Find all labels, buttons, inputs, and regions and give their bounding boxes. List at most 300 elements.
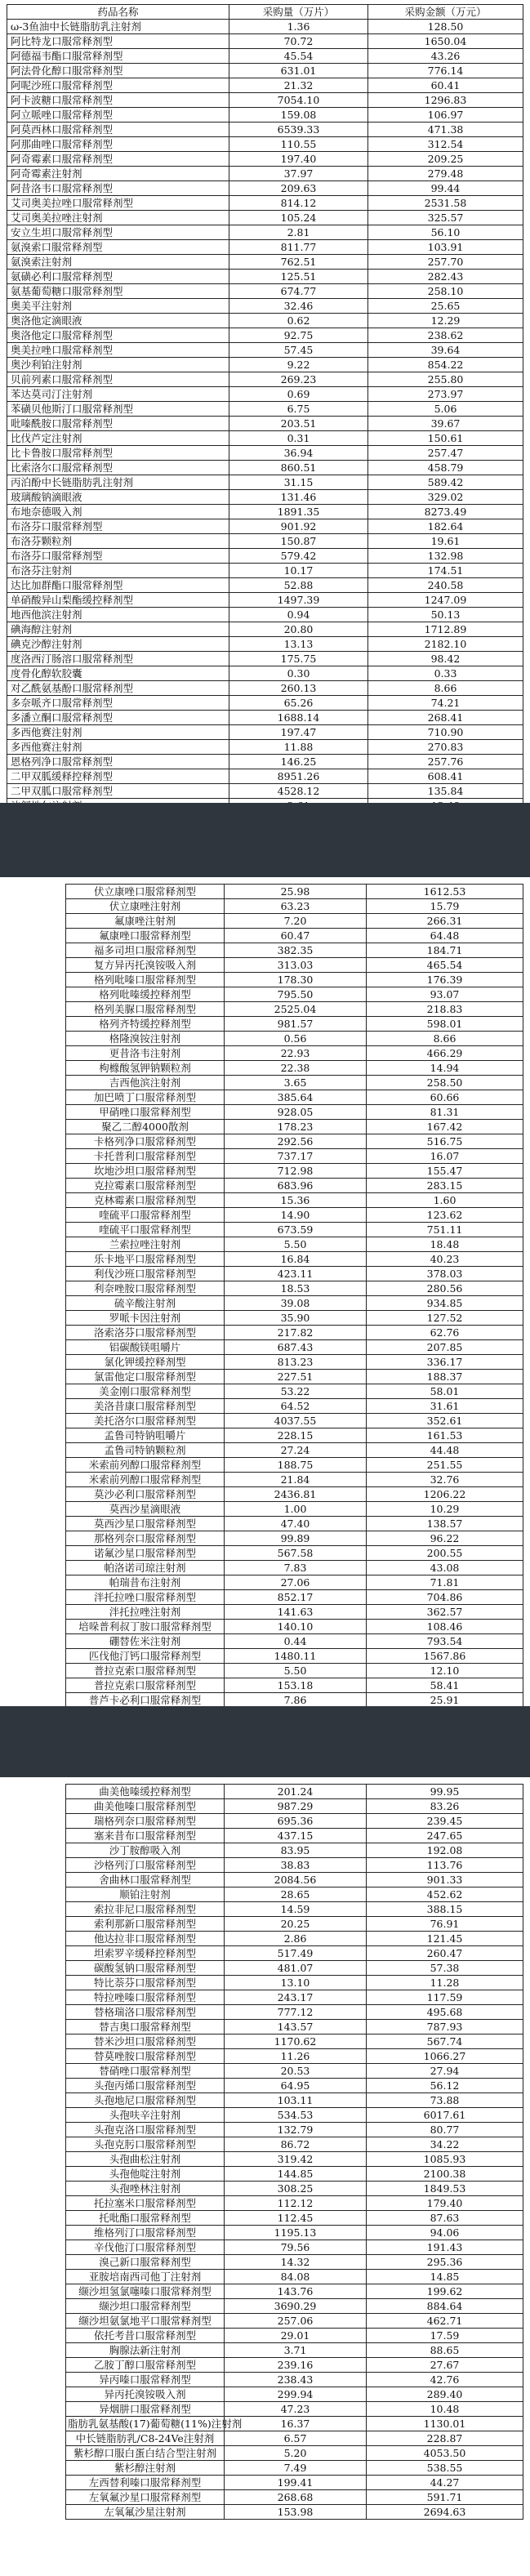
drug-name-cell: 坦索罗辛缓释控释剂型: [66, 1946, 225, 1961]
drug-name-cell: 洛索洛芬口服常释剂型: [66, 1326, 225, 1340]
drug-name-cell: 碘克沙醇注射剂: [7, 637, 229, 652]
amount-cell: 80.77: [367, 2123, 523, 2137]
table-row: [7, 490, 523, 505]
amount-cell: 1712.89: [368, 622, 523, 637]
table-row: [7, 784, 523, 799]
amount-cell: 167.42: [367, 1120, 523, 1134]
table-body: [66, 885, 523, 1737]
drug-name-cell: 舍曲林口服常释剂型: [66, 1873, 225, 1887]
drug-name-cell: 奥洛他定口服常释剂型: [7, 328, 229, 343]
drug-name-cell: 吡嗪酰胺口服常释剂型: [7, 417, 229, 431]
drug-name-cell: 普拉克索口服常释剂型: [66, 1678, 225, 1693]
table-row: [66, 1149, 523, 1164]
table-row: [66, 1517, 523, 1531]
volume-cell: 199.41: [225, 2476, 367, 2490]
table-row: [66, 2270, 523, 2284]
drug-name-cell: 替格瑞洛口服常释剂型: [66, 2005, 225, 2020]
volume-cell: 3690.29: [225, 2299, 367, 2314]
drug-name-cell: 克林霉素口服常释剂型: [66, 1193, 225, 1208]
table-row: [66, 1134, 523, 1149]
volume-cell: 197.47: [229, 725, 368, 740]
table-row: [66, 1105, 523, 1120]
amount-cell: 567.74: [367, 2035, 523, 2049]
amount-cell: 6017.61: [367, 2108, 523, 2123]
volume-cell: 795.50: [225, 987, 367, 1002]
volume-cell: 11.26: [225, 2049, 367, 2064]
drug-name-cell: 阿呢沙班口服常释剂型: [7, 78, 229, 93]
drug-name-cell: 度洛西汀肠溶口服常释剂型: [7, 652, 229, 666]
table-row: [66, 1355, 523, 1370]
drug-name-cell: 格列吡嗪口服常释剂型: [66, 973, 225, 987]
table-row: [66, 1590, 523, 1605]
amount-cell: 240.58: [368, 578, 523, 593]
table-row: [66, 1076, 523, 1090]
amount-cell: 495.68: [367, 2005, 523, 2020]
drug-name-cell: 阿昔洛韦口服常释剂型: [7, 181, 229, 196]
volume-cell: 579.42: [229, 549, 368, 564]
amount-cell: 5.06: [368, 402, 523, 417]
amount-cell: 60.66: [367, 1090, 523, 1105]
table-row: [66, 2167, 523, 2182]
volume-cell: 1.36: [229, 20, 368, 34]
amount-cell: 199.62: [367, 2284, 523, 2299]
table-row: [7, 123, 523, 137]
volume-cell: 0.69: [229, 387, 368, 402]
amount-cell: 466.29: [367, 1046, 523, 1061]
amount-cell: 218.83: [367, 1002, 523, 1017]
amount-cell: 1849.53: [367, 2182, 523, 2196]
drug-name-cell: 托吡酯口服常释剂型: [66, 2211, 225, 2226]
amount-cell: 458.79: [368, 461, 523, 475]
table-row: [7, 49, 523, 64]
drug-name-cell: 特拉唑嗪口服常释剂型: [66, 1990, 225, 2005]
drug-name-cell: 布洛芬颗粒剂: [7, 534, 229, 549]
drug-name-cell: 聚乙二醇4000散剂: [66, 1120, 225, 1134]
amount-cell: 239.45: [367, 1814, 523, 1829]
amount-cell: 12.10: [367, 1664, 523, 1678]
amount-cell: 465.54: [367, 958, 523, 973]
table-row: [66, 1502, 523, 1517]
amount-cell: 44.48: [367, 1443, 523, 1458]
drug-name-cell: 苯达莫司汀注射剂: [7, 387, 229, 402]
volume-cell: 143.57: [225, 2020, 367, 2035]
drug-name-cell: 比卡鲁胺口服常释剂型: [7, 446, 229, 461]
amount-cell: 257.76: [368, 755, 523, 769]
amount-cell: 312.54: [368, 137, 523, 152]
table-row: [7, 534, 523, 549]
table-row: [66, 1814, 523, 1829]
drug-name-cell: 克拉霉素口服常释剂型: [66, 1179, 225, 1193]
table-row: [66, 1887, 523, 1902]
amount-cell: 192.08: [367, 1843, 523, 1858]
volume-cell: 141.63: [225, 1605, 367, 1620]
drug-name-cell: 中长链脂肪乳/C8-24Ve注射剂: [66, 2431, 225, 2446]
drug-name-cell: 氟康唑注射剂: [66, 914, 225, 929]
amount-cell: 1650.04: [368, 34, 523, 49]
table-row: [7, 740, 523, 755]
drug-name-cell: 米索前列醇口服常释剂型: [66, 1473, 225, 1487]
drug-name-cell: 氯化钾缓控释剂型: [66, 1355, 225, 1370]
amount-cell: 258.10: [368, 284, 523, 299]
amount-cell: 117.59: [367, 1990, 523, 2005]
drug-name-cell: 玻璃酸钠滴眼液: [7, 490, 229, 505]
amount-cell: 128.50: [368, 20, 523, 34]
amount-cell: 71.81: [367, 1575, 523, 1590]
drug-name-cell: 更昔洛韦注射剂: [66, 1046, 225, 1061]
table-row: [7, 78, 523, 93]
volume-cell: 11.88: [229, 740, 368, 755]
amount-cell: 25.65: [368, 299, 523, 314]
table-row: [66, 1120, 523, 1134]
table-row: [66, 1061, 523, 1076]
amount-cell: 10.48: [367, 2402, 523, 2417]
table-row: [66, 1976, 523, 1990]
amount-cell: 58.01: [367, 1384, 523, 1399]
table-row: [7, 769, 523, 784]
table-row: [66, 2064, 523, 2079]
volume-cell: 683.96: [225, 1179, 367, 1193]
table-row: [7, 372, 523, 387]
table-row: [66, 943, 523, 958]
amount-cell: 96.22: [367, 1531, 523, 1546]
volume-cell: 79.56: [225, 2240, 367, 2255]
volume-cell: 534.53: [225, 2108, 367, 2123]
table-row: [66, 1208, 523, 1223]
amount-cell: 1247.09: [368, 593, 523, 608]
table-row: [7, 755, 523, 769]
volume-cell: 238.43: [225, 2373, 367, 2387]
amount-cell: 11.28: [367, 1976, 523, 1990]
amount-cell: 56.10: [368, 225, 523, 240]
table-row: [7, 519, 523, 534]
volume-cell: 16.37: [225, 2417, 367, 2431]
table-row: [7, 666, 523, 681]
amount-cell: 94.06: [367, 2226, 523, 2240]
table-row: [66, 1017, 523, 1032]
volume-cell: 20.25: [225, 1917, 367, 1932]
volume-cell: 39.08: [225, 1296, 367, 1311]
drug-name-cell: 碘海醇注射剂: [7, 622, 229, 637]
drug-name-cell: 格列吡嗪缓控释剂型: [66, 987, 225, 1002]
table-row: [66, 2490, 523, 2505]
table-row: [66, 2343, 523, 2358]
amount-cell: 378.03: [367, 1267, 523, 1281]
amount-cell: 362.57: [367, 1605, 523, 1620]
volume-cell: 217.82: [225, 1326, 367, 1340]
page-section-2: [0, 877, 530, 1706]
amount-cell: 8273.49: [368, 505, 523, 519]
table-row: [7, 622, 523, 637]
drug-name-cell: 福多司坦口服常释剂型: [66, 943, 225, 958]
drug-name-cell: 头孢呋辛注射剂: [66, 2108, 225, 2123]
drug-name-cell: 坎地沙坦口服常释剂型: [66, 1164, 225, 1179]
drug-name-cell: 美金刚口服常释剂型: [66, 1384, 225, 1399]
volume-cell: 385.64: [225, 1090, 367, 1105]
table-row: [66, 2152, 523, 2167]
volume-cell: 762.51: [229, 255, 368, 270]
table-row: [66, 2035, 523, 2049]
amount-cell: 257.47: [368, 446, 523, 461]
drug-name-cell: 莫西沙星滴眼液: [66, 1502, 225, 1517]
amount-cell: 325.57: [368, 211, 523, 225]
table-row: [66, 1370, 523, 1384]
drug-name-cell: 多西他赛注射剂: [7, 725, 229, 740]
drug-name-cell: 安立生坦口服常释剂型: [7, 225, 229, 240]
drug-name-cell: 铝碳酸镁咀嚼片: [66, 1340, 225, 1355]
table-row: [66, 2240, 523, 2255]
volume-cell: 2.86: [225, 1932, 367, 1946]
amount-cell: 27.67: [367, 2358, 523, 2373]
drug-name-cell: 奥美拉唑口服常释剂型: [7, 343, 229, 358]
amount-cell: 207.85: [367, 1340, 523, 1355]
drug-name-cell: 对乙酰氨基酚口服常释剂型: [7, 681, 229, 696]
table-row: [66, 1326, 523, 1340]
amount-cell: 2531.58: [368, 196, 523, 211]
volume-cell: 2084.56: [225, 1873, 367, 1887]
table-row: [66, 1443, 523, 1458]
volume-cell: 112.12: [225, 2196, 367, 2211]
table-row: [66, 1693, 523, 1708]
table-row: [66, 1932, 523, 1946]
volume-cell: 308.25: [225, 2182, 367, 2196]
volume-cell: 674.77: [229, 284, 368, 299]
volume-cell: 31.15: [229, 475, 368, 490]
drug-name-cell: 索利那新口服常释剂型: [66, 1917, 225, 1932]
table-row: [7, 387, 523, 402]
drug-name-cell: 帕洛诺司琼注射剂: [66, 1561, 225, 1575]
amount-cell: 270.83: [368, 740, 523, 755]
table-row: [66, 1164, 523, 1179]
table-row: [66, 2079, 523, 2093]
volume-cell: 64.95: [225, 2079, 367, 2093]
volume-cell: 1688.14: [229, 711, 368, 725]
table-row: [66, 2476, 523, 2490]
drug-name-cell: 阿卡波糖口服常释剂型: [7, 93, 229, 108]
drug-name-cell: 地西他滨注射剂: [7, 608, 229, 622]
volume-cell: 517.49: [225, 1946, 367, 1961]
drug-name-cell: 布地奈德吸入剂: [7, 505, 229, 519]
volume-cell: 64.52: [225, 1399, 367, 1414]
amount-cell: 776.14: [368, 64, 523, 78]
volume-cell: 631.01: [229, 64, 368, 78]
table-row: [66, 1649, 523, 1664]
amount-cell: 279.48: [368, 167, 523, 181]
amount-cell: 1085.93: [367, 2152, 523, 2167]
table-row: [66, 1002, 523, 1017]
drug-name-cell: 头孢曲松注射剂: [66, 2152, 225, 2167]
table-row: [7, 578, 523, 593]
table-row: [66, 1946, 523, 1961]
drug-name-cell: 泮托拉唑口服常释剂型: [66, 1590, 225, 1605]
drug-name-cell: 乐卡地平口服常释剂型: [66, 1252, 225, 1267]
amount-cell: 1612.53: [367, 885, 523, 899]
volume-cell: 6.75: [229, 402, 368, 417]
amount-cell: 83.26: [367, 1799, 523, 1814]
volume-cell: 814.12: [229, 196, 368, 211]
amount-cell: 73.88: [367, 2093, 523, 2108]
drug-name-cell: 氯雷他定口服常释剂型: [66, 1370, 225, 1384]
amount-cell: 251.55: [367, 1458, 523, 1473]
volume-cell: 928.05: [225, 1105, 367, 1120]
drug-name-cell: 布洛芬口服常释剂型: [7, 519, 229, 534]
volume-cell: 6.57: [225, 2431, 367, 2446]
drug-name-cell: 艾司奥美拉唑口服常释剂型: [7, 196, 229, 211]
table-row: [7, 314, 523, 328]
table-row: [7, 725, 523, 740]
table-row: [66, 1799, 523, 1814]
drug-name-cell: 沙丁胺醇吸入剂: [66, 1843, 225, 1858]
volume-cell: 7.20: [225, 914, 367, 929]
volume-cell: 257.06: [225, 2314, 367, 2329]
drug-name-cell: 顺铂注射剂: [66, 1887, 225, 1902]
drug-name-cell: 比伐芦定注射剂: [7, 431, 229, 446]
table-row: [66, 2329, 523, 2343]
drug-name-cell: 替米沙坦口服常释剂型: [66, 2035, 225, 2049]
drug-name-cell: 亚胺培南西司他丁注射剂: [66, 2270, 225, 2284]
volume-cell: 4528.12: [229, 784, 368, 799]
page-section-1: [0, 0, 530, 803]
amount-cell: 336.17: [367, 1355, 523, 1370]
table-row: [7, 431, 523, 446]
amount-cell: 793.54: [367, 1634, 523, 1649]
volume-cell: 269.23: [229, 372, 368, 387]
amount-cell: 14.85: [367, 2270, 523, 2284]
header-drug-name: 药品名称: [7, 5, 229, 20]
amount-cell: 8.66: [368, 681, 523, 696]
amount-cell: 8.66: [367, 1032, 523, 1046]
drug-name-cell: 曲美他嗪口服常释剂型: [66, 1799, 225, 1814]
drug-name-cell: 阿比特龙口服常释剂型: [7, 34, 229, 49]
table-row: [66, 1340, 523, 1355]
amount-cell: 93.07: [367, 987, 523, 1002]
table-body: [7, 20, 523, 843]
amount-cell: 44.27: [367, 2476, 523, 2490]
volume-cell: 7.86: [225, 1693, 367, 1708]
amount-cell: 257.70: [368, 255, 523, 270]
table-row: [7, 696, 523, 711]
amount-cell: 27.94: [367, 2064, 523, 2079]
drug-name-cell: 阿奇霉素注射剂: [7, 167, 229, 181]
volume-cell: 437.15: [225, 1829, 367, 1843]
table-row: [7, 328, 523, 343]
amount-cell: 64.48: [367, 929, 523, 943]
volume-cell: 712.98: [225, 1164, 367, 1179]
drug-name-cell: 格列美脲口服常释剂型: [66, 1002, 225, 1017]
amount-cell: 1567.86: [367, 1649, 523, 1664]
drug-name-cell: 头孢唑林注射剂: [66, 2182, 225, 2196]
volume-cell: 57.45: [229, 343, 368, 358]
page-gap-band: [0, 803, 530, 877]
volume-cell: 105.24: [229, 211, 368, 225]
drug-name-cell: 氨基葡萄糖口服常释剂型: [7, 284, 229, 299]
drug-name-cell: 泮托拉唑注射剂: [66, 1605, 225, 1620]
table-row: [66, 2108, 523, 2123]
amount-cell: 43.26: [368, 49, 523, 64]
volume-cell: 146.25: [229, 755, 368, 769]
volume-cell: 14.59: [225, 1902, 367, 1917]
volume-cell: 313.03: [225, 958, 367, 973]
drug-name-cell: 兰索拉唑注射剂: [66, 1237, 225, 1252]
drug-name-cell: 特比萘芬口服常释剂型: [66, 1976, 225, 1990]
amount-cell: 854.22: [368, 358, 523, 372]
table-row: [66, 1384, 523, 1399]
amount-cell: 123.62: [367, 1208, 523, 1223]
drug-name-cell: 吉西他滨注射剂: [66, 1076, 225, 1090]
volume-cell: 86.72: [225, 2137, 367, 2152]
table-row: [7, 64, 523, 78]
table-row: [66, 2505, 523, 2520]
drug-name-cell: 依托考昔口服常释剂型: [66, 2329, 225, 2343]
amount-cell: 283.15: [367, 1179, 523, 1193]
drug-name-cell: 罗哌卡因注射剂: [66, 1311, 225, 1326]
drug-name-cell: 奥沙利铂注射剂: [7, 358, 229, 372]
table-row: [7, 505, 523, 519]
volume-cell: 1.00: [225, 1502, 367, 1517]
amount-cell: 50.13: [368, 608, 523, 622]
table-row: [66, 1873, 523, 1887]
amount-cell: 280.56: [367, 1281, 523, 1296]
table-row: [66, 1458, 523, 1473]
amount-cell: 710.90: [368, 725, 523, 740]
amount-cell: 462.71: [367, 2314, 523, 2329]
table-row: [7, 417, 523, 431]
table-row: [66, 2284, 523, 2299]
table-row: [66, 1473, 523, 1487]
drug-name-cell: 格列齐特缓控释剂型: [66, 1017, 225, 1032]
volume-cell: 131.46: [229, 490, 368, 505]
amount-cell: 174.51: [368, 564, 523, 578]
table-row: [66, 973, 523, 987]
table-row: [66, 2417, 523, 2431]
table-row: [7, 711, 523, 725]
volume-cell: 178.30: [225, 973, 367, 987]
drug-name-cell: 那格列奈口服常释剂型: [66, 1531, 225, 1546]
volume-cell: 292.56: [225, 1134, 367, 1149]
table-row: [66, 1785, 523, 1799]
drug-name-cell: 多奈哌齐口服常释剂型: [7, 696, 229, 711]
table-row: [66, 958, 523, 973]
amount-cell: 17.59: [367, 2329, 523, 2343]
volume-cell: 110.55: [229, 137, 368, 152]
table-row: [66, 1561, 523, 1575]
table-row: [7, 225, 523, 240]
amount-cell: 138.57: [367, 1517, 523, 1531]
amount-cell: 10.29: [367, 1502, 523, 1517]
table-row: [7, 284, 523, 299]
table-row: [66, 2049, 523, 2064]
drug-name-cell: 诺氟沙星口服常释剂型: [66, 1546, 225, 1561]
table-row: [66, 1281, 523, 1296]
volume-cell: 10.17: [229, 564, 368, 578]
amount-cell: 88.65: [367, 2343, 523, 2358]
table-row: [7, 34, 523, 49]
drug-name-cell: 美洛昔康口服常释剂型: [66, 1399, 225, 1414]
drug-name-cell: 氨溴索注射剂: [7, 255, 229, 270]
drug-name-cell: 异丙嗪口服常释剂型: [66, 2373, 225, 2387]
volume-cell: 47.40: [225, 1517, 367, 1531]
volume-cell: 178.23: [225, 1120, 367, 1134]
amount-cell: 247.65: [367, 1829, 523, 1843]
amount-cell: 2100.38: [367, 2167, 523, 2182]
amount-cell: 16.07: [367, 1149, 523, 1164]
drug-name-cell: 氨溴索口服常释剂型: [7, 240, 229, 255]
amount-cell: 150.61: [368, 431, 523, 446]
volume-cell: 103.11: [225, 2093, 367, 2108]
table-row: [66, 1252, 523, 1267]
amount-cell: 121.45: [367, 1932, 523, 1946]
drug-name-cell: 艾司奥美拉唑注射剂: [7, 211, 229, 225]
drug-name-cell: 替莫唑胺口服常释剂型: [66, 2049, 225, 2064]
